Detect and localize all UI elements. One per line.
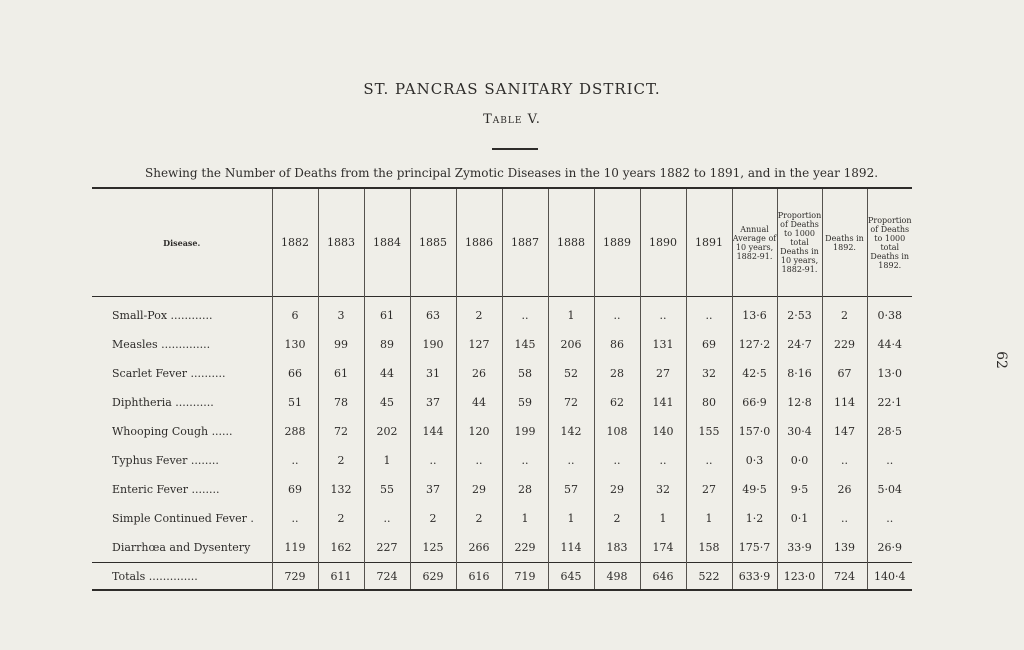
table-cell: 139 xyxy=(822,533,867,563)
table-cell: 44 xyxy=(456,388,502,417)
table-caption: Shewing the Number of Deaths from the principal Zymotic Diseases in the 10 years 1882 to 1891, and in the year 1892. xyxy=(145,166,879,180)
disease-name-cell: Diarrhœa and Dysentery xyxy=(112,541,251,554)
table-cell: 162 xyxy=(318,533,364,563)
table-cell: .. xyxy=(867,504,912,533)
table-cell: 0·38 xyxy=(867,297,912,331)
totals-cell: 646 xyxy=(640,563,686,591)
disease-name-cell: Diphtheria ........... xyxy=(112,396,214,409)
table-cell: 29 xyxy=(456,475,502,504)
table-cell: 2 xyxy=(822,297,867,331)
totals-cell: 645 xyxy=(548,563,594,591)
table-cell: 37 xyxy=(410,475,456,504)
table-cell: 13·6 xyxy=(732,297,777,331)
table-cell: 2 xyxy=(456,504,502,533)
disease-name-cell: Whooping Cough ...... xyxy=(112,425,233,438)
table-cell: 44·4 xyxy=(867,330,912,359)
deaths-table xyxy=(92,187,912,591)
table-label: Table V. xyxy=(483,112,541,127)
disease-name-cell: Enteric Fever ........ xyxy=(112,483,220,496)
column-header: Proportion of Deaths to 1000 total Deaths in 1892. xyxy=(867,188,912,297)
table-cell: 9·5 xyxy=(777,475,822,504)
table-cell: 174 xyxy=(640,533,686,563)
disease-name-cell: Scarlet Fever .......... xyxy=(112,367,226,380)
table-row xyxy=(92,330,912,359)
disease-name-cell: Typhus Fever ........ xyxy=(112,454,219,467)
table-cell: 72 xyxy=(318,417,364,446)
table-cell: 30·4 xyxy=(777,417,822,446)
disease-name-cell: Small-Pox ............ xyxy=(112,309,213,322)
table-cell: 145 xyxy=(502,330,548,359)
table-cell: 190 xyxy=(410,330,456,359)
table-cell: 147 xyxy=(822,417,867,446)
table-cell: .. xyxy=(640,297,686,331)
column-header: Disease. xyxy=(163,237,201,248)
table-cell: 199 xyxy=(502,417,548,446)
table-row xyxy=(92,533,912,563)
column-header: 1885 xyxy=(410,188,456,297)
table-cell: 24·7 xyxy=(777,330,822,359)
table-cell: 45 xyxy=(364,388,410,417)
table-cell: 55 xyxy=(364,475,410,504)
table-cell: 229 xyxy=(502,533,548,563)
totals-cell: 729 xyxy=(272,563,318,591)
table-row xyxy=(92,359,912,388)
table-cell: 99 xyxy=(318,330,364,359)
table-cell: 206 xyxy=(548,330,594,359)
table-cell: 42·5 xyxy=(732,359,777,388)
totals-cell: 522 xyxy=(686,563,732,591)
table-cell: 125 xyxy=(410,533,456,563)
table-cell: .. xyxy=(594,446,640,475)
table-cell: 140 xyxy=(640,417,686,446)
table-cell: .. xyxy=(686,297,732,331)
table-cell: 131 xyxy=(640,330,686,359)
totals-cell: 719 xyxy=(502,563,548,591)
table-cell: 142 xyxy=(548,417,594,446)
table-cell: 2 xyxy=(318,504,364,533)
table-body xyxy=(92,297,912,591)
table-cell: 5·04 xyxy=(867,475,912,504)
totals-cell: 498 xyxy=(594,563,640,591)
table-cell: 8·16 xyxy=(777,359,822,388)
table-cell: 69 xyxy=(272,475,318,504)
table-cell: 1·2 xyxy=(732,504,777,533)
disease-name-cell: Simple Continued Fever . xyxy=(112,512,254,525)
table-cell: .. xyxy=(410,446,456,475)
table-cell: .. xyxy=(456,446,502,475)
table-cell: 27 xyxy=(686,475,732,504)
table-cell: 0·0 xyxy=(777,446,822,475)
table-cell: 155 xyxy=(686,417,732,446)
table-cell: 1 xyxy=(686,504,732,533)
totals-cell: 633·9 xyxy=(732,563,777,591)
table-cell: .. xyxy=(640,446,686,475)
totals-cell: 616 xyxy=(456,563,502,591)
table-cell: 52 xyxy=(548,359,594,388)
table-cell: 86 xyxy=(594,330,640,359)
table-cell: 130 xyxy=(272,330,318,359)
table-cell: 1 xyxy=(502,504,548,533)
table-cell: 1 xyxy=(548,297,594,331)
column-header: Annual Average of 10 years, 1882-91. xyxy=(732,188,777,297)
table-cell: 72 xyxy=(548,388,594,417)
table-cell: 127 xyxy=(456,330,502,359)
table-cell: 28 xyxy=(594,359,640,388)
table-cell: 2 xyxy=(410,504,456,533)
totals-cell: 140·4 xyxy=(867,563,912,591)
table-cell: 1 xyxy=(640,504,686,533)
table-cell: 78 xyxy=(318,388,364,417)
table-cell: .. xyxy=(502,297,548,331)
table-cell: .. xyxy=(502,446,548,475)
table-cell: 59 xyxy=(502,388,548,417)
table-cell: 63 xyxy=(410,297,456,331)
table-cell: 2 xyxy=(456,297,502,331)
page-title: ST. PANCRAS SANITARY DSTRICT. xyxy=(363,80,661,98)
column-header: Proportion of Deaths to 1000 total Deaths in 10 years, 1882-91. xyxy=(777,188,822,297)
table-cell: 175·7 xyxy=(732,533,777,563)
table-cell: 288 xyxy=(272,417,318,446)
table-cell: 266 xyxy=(456,533,502,563)
table-cell: 61 xyxy=(364,297,410,331)
table-cell: 26 xyxy=(822,475,867,504)
table-cell: 66 xyxy=(272,359,318,388)
table-row xyxy=(92,475,912,504)
table-cell: 49·5 xyxy=(732,475,777,504)
table-cell: 89 xyxy=(364,330,410,359)
title-divider xyxy=(492,148,538,150)
table-cell: .. xyxy=(822,504,867,533)
table-cell: 22·1 xyxy=(867,388,912,417)
table-cell: 183 xyxy=(594,533,640,563)
totals-cell: 629 xyxy=(410,563,456,591)
table-cell: 13·0 xyxy=(867,359,912,388)
totals-cell: 123·0 xyxy=(777,563,822,591)
table-cell: 12·8 xyxy=(777,388,822,417)
table-header-row xyxy=(92,188,912,297)
table-cell: 141 xyxy=(640,388,686,417)
table-cell: 132 xyxy=(318,475,364,504)
disease-name-cell: Measles .............. xyxy=(112,338,211,351)
table-cell: 157·0 xyxy=(732,417,777,446)
table-cell: 227 xyxy=(364,533,410,563)
table-row xyxy=(92,388,912,417)
table-cell: 32 xyxy=(686,359,732,388)
table-cell: 108 xyxy=(594,417,640,446)
table-row xyxy=(92,417,912,446)
table-cell: 27 xyxy=(640,359,686,388)
totals-cell: 611 xyxy=(318,563,364,591)
column-header: Deaths in 1892. xyxy=(822,188,867,297)
table-cell: 229 xyxy=(822,330,867,359)
table-cell: 58 xyxy=(502,359,548,388)
table-cell: 66·9 xyxy=(732,388,777,417)
table-cell: .. xyxy=(364,504,410,533)
table-cell: 28 xyxy=(502,475,548,504)
table-row xyxy=(92,297,912,331)
column-header: 1887 xyxy=(502,188,548,297)
table-cell: 6 xyxy=(272,297,318,331)
table-cell: 51 xyxy=(272,388,318,417)
column-header: 1888 xyxy=(548,188,594,297)
table-cell: .. xyxy=(822,446,867,475)
totals-cell: 724 xyxy=(364,563,410,591)
table-cell: .. xyxy=(272,446,318,475)
table-cell: .. xyxy=(548,446,594,475)
column-header: 1886 xyxy=(456,188,502,297)
table-cell: .. xyxy=(272,504,318,533)
totals-row xyxy=(92,563,912,591)
table-cell: 28·5 xyxy=(867,417,912,446)
totals-label: Totals .............. xyxy=(92,563,272,591)
column-header: 1890 xyxy=(640,188,686,297)
table-cell: 114 xyxy=(822,388,867,417)
table-cell: 202 xyxy=(364,417,410,446)
table-cell: 3 xyxy=(318,297,364,331)
table-cell: 37 xyxy=(410,388,456,417)
column-header: 1883 xyxy=(318,188,364,297)
table-cell: 0·3 xyxy=(732,446,777,475)
table-row xyxy=(92,504,912,533)
column-header: 1884 xyxy=(364,188,410,297)
table-cell: 44 xyxy=(364,359,410,388)
table-cell: 32 xyxy=(640,475,686,504)
table-cell: 2 xyxy=(318,446,364,475)
table-cell: 62 xyxy=(594,388,640,417)
table-cell: 2 xyxy=(594,504,640,533)
table-cell: 61 xyxy=(318,359,364,388)
totals-cell: 724 xyxy=(822,563,867,591)
table-cell: 31 xyxy=(410,359,456,388)
column-header: 1882 xyxy=(272,188,318,297)
table-cell: 33·9 xyxy=(777,533,822,563)
table-cell: 114 xyxy=(548,533,594,563)
table-cell: 69 xyxy=(686,330,732,359)
table-cell: 80 xyxy=(686,388,732,417)
table-cell: 119 xyxy=(272,533,318,563)
table-cell: .. xyxy=(686,446,732,475)
table-row xyxy=(92,446,912,475)
table-cell: 67 xyxy=(822,359,867,388)
table-cell: 1 xyxy=(548,504,594,533)
table-cell: .. xyxy=(867,446,912,475)
page-number: 62 xyxy=(992,351,1009,369)
table-cell: 1 xyxy=(364,446,410,475)
table-cell: 0·1 xyxy=(777,504,822,533)
table-cell: 29 xyxy=(594,475,640,504)
table-cell: 57 xyxy=(548,475,594,504)
table-cell: 144 xyxy=(410,417,456,446)
column-header: 1891 xyxy=(686,188,732,297)
table-cell: .. xyxy=(594,297,640,331)
table-cell: 2·53 xyxy=(777,297,822,331)
table-cell: 158 xyxy=(686,533,732,563)
table-cell: 26 xyxy=(456,359,502,388)
table-cell: 26·9 xyxy=(867,533,912,563)
table-cell: 120 xyxy=(456,417,502,446)
column-header: 1889 xyxy=(594,188,640,297)
table-cell: 127·2 xyxy=(732,330,777,359)
